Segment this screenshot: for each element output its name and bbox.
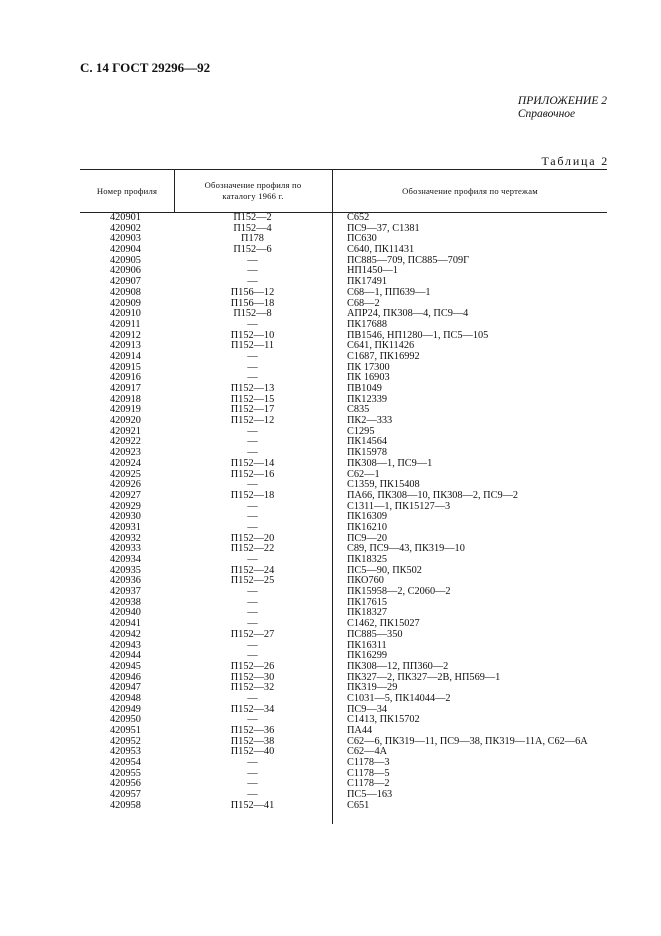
cell-drawing-designation: С835 — [347, 404, 370, 416]
cell-profile-number: 420933 — [110, 543, 141, 555]
cell-catalog-designation: — — [247, 554, 258, 565]
cell-drawing-designation: С1178—2 — [347, 778, 390, 790]
cell-catalog-designation: — — [247, 425, 258, 437]
cell-drawing-designation: С640, ПК11431 — [347, 244, 415, 256]
table-row — [80, 769, 607, 780]
cell-catalog-designation: П152—30 — [230, 671, 275, 683]
cell-drawing-designation: ПС5—90, ПК502 — [347, 564, 422, 576]
cell-catalog-designation: — — [247, 521, 258, 533]
cell-drawing-designation: ПК17688 — [347, 318, 388, 330]
table-row — [80, 256, 607, 267]
cell-profile-number: 420916 — [110, 372, 141, 384]
cell-profile-number: 420952 — [110, 735, 141, 747]
cell-profile-number: 420958 — [110, 799, 141, 811]
cell-catalog-designation: — — [247, 639, 258, 651]
cell-catalog-designation: П152—26 — [230, 660, 275, 672]
cell-catalog-designation: П152—34 — [230, 703, 275, 715]
table-row — [80, 416, 607, 427]
cell-catalog-designation: П152—24 — [230, 564, 275, 576]
table-row — [80, 694, 607, 705]
table-row — [80, 427, 607, 438]
cell-profile-number: 420955 — [110, 767, 141, 779]
table-row — [80, 363, 607, 374]
table-row — [80, 373, 607, 384]
cell-profile-number: 420935 — [110, 564, 141, 576]
cell-catalog-designation: П156—18 — [230, 297, 275, 309]
cell-profile-number: 420914 — [110, 350, 141, 362]
cell-drawing-designation: С62—6, ПК319—11, ПС9—38, ПК319—11А, С62—6А — [347, 735, 588, 747]
cell-catalog-designation: — — [247, 254, 258, 266]
profile-table — [80, 169, 607, 812]
table-row — [80, 566, 607, 577]
cell-catalog-designation: П152—16 — [230, 468, 275, 480]
table-row — [80, 705, 607, 716]
table-row — [80, 245, 607, 256]
cell-drawing-designation: ПА66, ПК308—10, ПК308—2, ПС9—2 — [347, 489, 519, 501]
cell-profile-number: 420938 — [110, 596, 141, 608]
table-row — [80, 673, 607, 684]
cell-drawing-designation: С68—1, ПП639—1 — [347, 286, 431, 298]
appendix-block — [518, 95, 607, 121]
table-row — [80, 502, 607, 513]
table-row — [80, 555, 607, 566]
cell-catalog-designation: П152—14 — [230, 457, 275, 469]
table-row — [80, 523, 607, 534]
cell-profile-number: 420942 — [110, 628, 141, 640]
cell-catalog-designation: П152—22 — [230, 543, 275, 555]
cell-drawing-designation: С1462, ПК15027 — [347, 618, 420, 630]
cell-catalog-designation: П152—13 — [230, 383, 275, 394]
cell-catalog-designation: П152—17 — [230, 404, 275, 416]
cell-catalog-designation: — — [247, 511, 258, 523]
cell-drawing-designation: С652 — [347, 212, 370, 223]
page-header: С. 14 ГОСТ 29296—92 — [80, 60, 211, 75]
cell-profile-number: 420925 — [110, 468, 141, 480]
cell-catalog-designation: П152—6 — [233, 244, 272, 256]
cell-profile-number: 420941 — [110, 618, 141, 630]
table-row — [80, 405, 607, 416]
cell-profile-number: 420924 — [110, 457, 141, 469]
appendix-title: ПРИЛОЖЕНИЕ 2 — [517, 95, 607, 107]
cell-profile-number: 420957 — [110, 789, 141, 801]
table-row — [80, 715, 607, 726]
cell-drawing-designation: ПС9—20 — [347, 532, 388, 544]
cell-profile-number: 420910 — [110, 308, 141, 320]
cell-profile-number: 420934 — [110, 554, 141, 565]
cell-catalog-designation: П152—8 — [233, 308, 272, 320]
cell-catalog-designation: П178 — [241, 233, 264, 245]
cell-profile-number: 420906 — [110, 265, 141, 277]
cell-profile-number: 420951 — [110, 725, 141, 736]
cell-catalog-designation: П152—2 — [233, 212, 272, 223]
table-row — [80, 683, 607, 694]
cell-profile-number: 420932 — [110, 532, 141, 544]
table-row — [80, 224, 607, 235]
table-row — [80, 491, 607, 502]
cell-drawing-designation: ПК18327 — [347, 607, 388, 619]
cell-catalog-designation: — — [247, 447, 258, 459]
table-row — [80, 598, 607, 609]
table-row — [80, 331, 607, 342]
table-row — [80, 288, 607, 299]
cell-catalog-designation: — — [247, 692, 258, 704]
cell-drawing-designation: С1178—3 — [347, 757, 390, 769]
table-header — [80, 169, 607, 213]
table-row — [80, 470, 607, 481]
cell-catalog-designation: — — [247, 479, 258, 491]
cell-profile-number: 420950 — [110, 714, 141, 726]
cell-drawing-designation: С1311—1, ПК15127—3 — [347, 500, 451, 512]
table-row — [80, 320, 607, 331]
cell-drawing-designation: ПК16311 — [347, 639, 387, 651]
cell-drawing-designation: ПВ1049 — [347, 383, 382, 394]
cell-drawing-designation: ПК18325 — [347, 554, 388, 565]
cell-catalog-designation: — — [247, 789, 258, 801]
cell-profile-number: 420948 — [110, 692, 141, 704]
cell-catalog-designation: П152—20 — [230, 532, 275, 544]
cell-catalog-designation: — — [247, 350, 258, 362]
cell-drawing-designation: С651 — [347, 799, 370, 811]
cell-drawing-designation: С62—1 — [347, 468, 380, 480]
table-row — [80, 630, 607, 641]
column-header-catalog-designation — [174, 170, 332, 212]
cell-catalog-designation: — — [247, 757, 258, 769]
cell-drawing-designation: ПКО760 — [347, 575, 384, 587]
cell-catalog-designation: — — [247, 778, 258, 790]
table-row — [80, 587, 607, 598]
cell-profile-number: 420921 — [110, 425, 141, 437]
cell-drawing-designation: С62—4А — [347, 746, 388, 758]
cell-drawing-designation: ПС5—163 — [347, 789, 393, 801]
table-row — [80, 737, 607, 748]
table-row — [80, 801, 607, 812]
cell-profile-number: 420937 — [110, 586, 141, 598]
cell-profile-number: 420901 — [110, 212, 141, 223]
table-row — [80, 395, 607, 406]
table-row — [80, 448, 607, 459]
cell-profile-number: 420911 — [110, 318, 141, 330]
table-row — [80, 266, 607, 277]
cell-catalog-designation: — — [247, 767, 258, 779]
cell-drawing-designation: ПК14564 — [347, 436, 388, 448]
cell-profile-number: 420922 — [110, 436, 141, 448]
cell-catalog-designation: — — [247, 361, 258, 373]
table-row — [80, 277, 607, 288]
cell-drawing-designation: С641, ПК11426 — [347, 340, 415, 352]
column-header-catalog-text: Обозначение профиля по каталогу 1966 г. — [204, 180, 302, 201]
cell-drawing-designation: С1413, ПК15702 — [347, 714, 420, 726]
table-row — [80, 234, 607, 245]
cell-catalog-designation: П152—27 — [230, 628, 275, 640]
cell-profile-number: 420945 — [110, 660, 141, 672]
cell-profile-number: 420907 — [110, 276, 141, 288]
cell-drawing-designation: ПК319—29 — [347, 682, 398, 694]
cell-catalog-designation: — — [247, 607, 258, 619]
cell-drawing-designation: ПК2—333 — [347, 415, 393, 427]
cell-drawing-designation: С1359, ПК15408 — [347, 479, 420, 491]
cell-profile-number: 420940 — [110, 607, 141, 619]
cell-catalog-designation: — — [247, 714, 258, 726]
cell-catalog-designation: П152—10 — [230, 329, 275, 341]
cell-drawing-designation: С68—2 — [347, 297, 380, 309]
cell-drawing-designation: ПС9—34 — [347, 703, 388, 715]
cell-catalog-designation: — — [247, 586, 258, 598]
table-row — [80, 758, 607, 769]
cell-profile-number: 420903 — [110, 233, 141, 245]
cell-catalog-designation: П152—40 — [230, 746, 275, 758]
cell-profile-number: 420926 — [110, 479, 141, 491]
cell-profile-number: 420931 — [110, 521, 141, 533]
cell-profile-number: 420946 — [110, 671, 141, 683]
cell-profile-number: 420927 — [110, 489, 141, 501]
cell-drawing-designation: ПС885—350 — [347, 628, 403, 640]
cell-drawing-designation: ПК 17300 — [347, 361, 390, 373]
cell-profile-number: 420956 — [110, 778, 141, 790]
table-row — [80, 437, 607, 448]
cell-drawing-designation: ПК16299 — [347, 650, 388, 662]
table-row — [80, 641, 607, 652]
cell-catalog-designation: П152—4 — [233, 222, 272, 234]
table-row — [80, 213, 607, 224]
cell-drawing-designation: ПС885—709, ПС885—709Г — [347, 254, 470, 266]
cell-profile-number: 420954 — [110, 757, 141, 769]
table-row — [80, 790, 607, 801]
table-row — [80, 779, 607, 790]
cell-catalog-designation: — — [247, 265, 258, 277]
cell-drawing-designation: ПВ1546, НП1280—1, ПС5—105 — [347, 329, 489, 341]
table-row — [80, 341, 607, 352]
cell-drawing-designation: С89, ПС9—43, ПК319—10 — [347, 543, 465, 555]
cell-profile-number: 420919 — [110, 404, 141, 416]
appendix-subtitle: Справочное — [517, 108, 576, 120]
cell-drawing-designation: ПК17615 — [347, 596, 388, 608]
cell-profile-number: 420918 — [110, 393, 141, 405]
column-header-profile-number: Номер профиля — [96, 185, 158, 196]
cell-catalog-designation: — — [247, 618, 258, 630]
cell-catalog-designation: — — [247, 650, 258, 662]
cell-drawing-designation: ПА44 — [347, 725, 373, 736]
cell-profile-number: 420953 — [110, 746, 141, 758]
cell-drawing-designation: ПС630 — [347, 233, 377, 245]
cell-profile-number: 420949 — [110, 703, 141, 715]
cell-catalog-designation: — — [247, 500, 258, 512]
cell-catalog-designation: П152—36 — [230, 725, 275, 736]
cell-drawing-designation: ПК15958—2, С2060—2 — [347, 586, 451, 598]
cell-drawing-designation: ПК16210 — [347, 521, 388, 533]
column-header-drawing-designation: Обозначение профиля по чертежам — [402, 185, 538, 196]
table-caption: Таблица 2 — [541, 154, 609, 168]
cell-drawing-designation: АПР24, ПК308—4, ПС9—4 — [347, 308, 469, 320]
table-row — [80, 459, 607, 470]
table-row — [80, 576, 607, 587]
table-body — [80, 213, 607, 812]
cell-profile-number: 420929 — [110, 500, 141, 512]
cell-catalog-designation: П152—38 — [230, 735, 275, 747]
cell-catalog-designation: П152—15 — [230, 393, 275, 405]
cell-drawing-designation: ПК12339 — [347, 393, 388, 405]
cell-profile-number: 420920 — [110, 415, 141, 427]
cell-profile-number: 420915 — [110, 361, 141, 373]
table-row — [80, 619, 607, 630]
table-row — [80, 309, 607, 320]
table-row — [80, 662, 607, 673]
cell-catalog-designation: — — [247, 276, 258, 288]
cell-drawing-designation: ПК308—12, ПП360—2 — [347, 660, 449, 672]
table-row — [80, 512, 607, 523]
cell-profile-number: 420930 — [110, 511, 141, 523]
cell-drawing-designation: ПК16309 — [347, 511, 388, 523]
cell-drawing-designation: ПК308—1, ПС9—1 — [347, 457, 433, 469]
cell-drawing-designation: С1031—5, ПК14044—2 — [347, 692, 451, 704]
cell-catalog-designation: П152—41 — [230, 799, 275, 811]
cell-drawing-designation: НП1450—1 — [347, 265, 398, 277]
cell-catalog-designation: — — [247, 596, 258, 608]
cell-profile-number: 420913 — [110, 340, 141, 352]
cell-catalog-designation: — — [247, 372, 258, 384]
cell-profile-number: 420944 — [110, 650, 141, 662]
cell-profile-number: 420917 — [110, 383, 141, 394]
cell-catalog-designation: П152—25 — [230, 575, 275, 587]
cell-profile-number: 420905 — [110, 254, 141, 266]
table-row — [80, 299, 607, 310]
cell-drawing-designation: ПК15978 — [347, 447, 388, 459]
cell-profile-number: 420923 — [110, 447, 141, 459]
table-row — [80, 384, 607, 395]
table-row — [80, 480, 607, 491]
cell-drawing-designation: С1687, ПК16992 — [347, 350, 420, 362]
cell-profile-number: 420936 — [110, 575, 141, 587]
cell-catalog-designation: П156—12 — [230, 286, 275, 298]
cell-drawing-designation: С1295 — [347, 425, 375, 437]
cell-profile-number: 420943 — [110, 639, 141, 651]
cell-profile-number: 420902 — [110, 222, 141, 234]
cell-profile-number: 420908 — [110, 286, 141, 298]
cell-drawing-designation: С1178—5 — [347, 767, 390, 779]
table-row — [80, 608, 607, 619]
cell-profile-number: 420909 — [110, 297, 141, 309]
table-row — [80, 544, 607, 555]
cell-drawing-designation: ПК17491 — [347, 276, 388, 288]
cell-drawing-designation: ПК 16903 — [347, 372, 390, 384]
cell-catalog-designation: — — [247, 318, 258, 330]
cell-catalog-designation: П152—12 — [230, 415, 275, 427]
cell-catalog-designation: П152—11 — [230, 340, 275, 352]
header-divider — [174, 170, 175, 212]
cell-catalog-designation: П152—18 — [230, 489, 275, 501]
table-row — [80, 747, 607, 758]
cell-catalog-designation: П152—32 — [230, 682, 275, 694]
cell-profile-number: 420904 — [110, 244, 141, 256]
table-row — [80, 352, 607, 363]
table-row — [80, 651, 607, 662]
table-row — [80, 534, 607, 545]
cell-drawing-designation: ПК327—2, ПК327—2В, НП569—1 — [347, 671, 501, 683]
cell-profile-number: 420912 — [110, 329, 141, 341]
cell-profile-number: 420947 — [110, 682, 141, 694]
cell-catalog-designation: — — [247, 436, 258, 448]
cell-drawing-designation: ПС9—37, С1381 — [347, 222, 420, 234]
